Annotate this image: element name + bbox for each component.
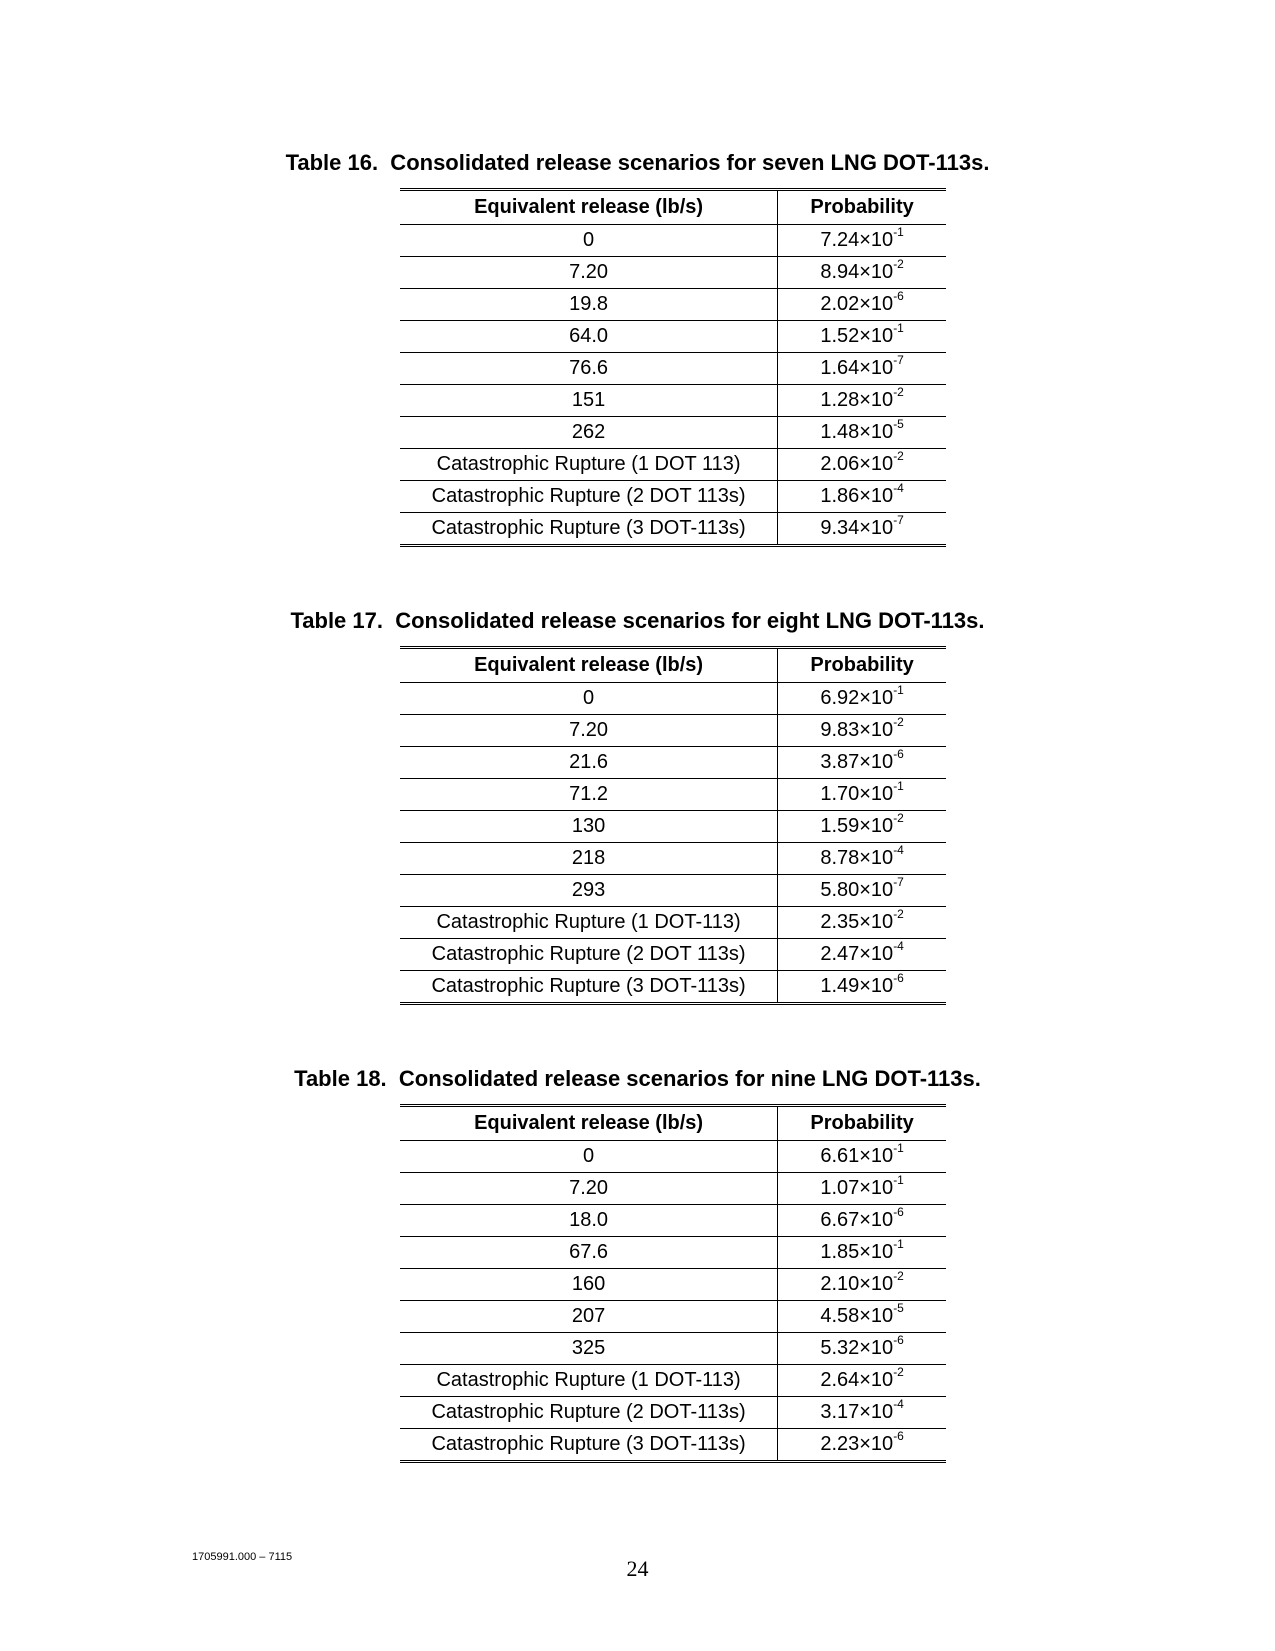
probability-exponent: -6 bbox=[893, 1333, 904, 1348]
probability-exponent: -1 bbox=[893, 683, 904, 698]
probability-mantissa: 3.17×10 bbox=[820, 1401, 894, 1423]
release-cell: 0 bbox=[400, 683, 778, 715]
release-cell: Catastrophic Rupture (3 DOT-113s) bbox=[400, 1429, 778, 1462]
probability-mantissa: 1.85×10 bbox=[820, 1241, 894, 1263]
probability-cell bbox=[778, 939, 946, 971]
probability-exponent: -6 bbox=[893, 289, 904, 304]
release-cell: 130 bbox=[400, 811, 778, 843]
table-row bbox=[400, 779, 946, 811]
release-cell: 207 bbox=[400, 1301, 778, 1333]
probability-exponent: -2 bbox=[893, 1269, 904, 1284]
table-row bbox=[400, 1173, 946, 1205]
release-cell: 64.0 bbox=[400, 321, 778, 353]
probability-cell bbox=[778, 1301, 946, 1333]
table-row bbox=[400, 289, 946, 321]
probability-exponent: -6 bbox=[893, 747, 904, 762]
probability-exponent: -5 bbox=[893, 417, 904, 432]
probability-cell bbox=[778, 1269, 946, 1301]
page-number: 24 bbox=[626, 1556, 649, 1581]
table-row bbox=[400, 1397, 946, 1429]
release-cell: Catastrophic Rupture (1 DOT-113) bbox=[400, 907, 778, 939]
probability-exponent: -1 bbox=[893, 321, 904, 336]
probability-mantissa: 8.94×10 bbox=[820, 261, 894, 283]
release-cell: 7.20 bbox=[400, 1173, 778, 1205]
probability-exponent: -1 bbox=[893, 1141, 904, 1156]
probability-mantissa: 6.67×10 bbox=[820, 1209, 894, 1231]
probability-mantissa: 1.64×10 bbox=[820, 357, 894, 379]
probability-cell bbox=[778, 1237, 946, 1269]
probability-cell bbox=[778, 1397, 946, 1429]
release-cell: 71.2 bbox=[400, 779, 778, 811]
table-row bbox=[400, 1269, 946, 1301]
table-row bbox=[400, 939, 946, 971]
probability-cell bbox=[778, 1205, 946, 1237]
release-cell: 18.0 bbox=[400, 1205, 778, 1237]
release-cell: 7.20 bbox=[400, 257, 778, 289]
probability-cell bbox=[778, 289, 946, 321]
probability-cell bbox=[778, 747, 946, 779]
probability-mantissa: 9.83×10 bbox=[820, 719, 894, 741]
probability-cell bbox=[778, 875, 946, 907]
release-cell: Catastrophic Rupture (2 DOT 113s) bbox=[400, 481, 778, 513]
probability-mantissa: 8.78×10 bbox=[820, 847, 894, 869]
release-cell: 76.6 bbox=[400, 353, 778, 385]
table-row bbox=[400, 907, 946, 939]
probability-cell bbox=[778, 1173, 946, 1205]
probability-exponent: -1 bbox=[893, 1173, 904, 1188]
header-equivalent-release: Equivalent release (lb/s) bbox=[400, 648, 778, 683]
release-cell: Catastrophic Rupture (1 DOT 113) bbox=[400, 449, 778, 481]
table-row bbox=[400, 875, 946, 907]
probability-cell bbox=[778, 1365, 946, 1397]
probability-exponent: -1 bbox=[893, 225, 904, 240]
header-probability: Probability bbox=[778, 190, 946, 225]
probability-mantissa: 2.02×10 bbox=[820, 293, 894, 315]
probability-exponent: -1 bbox=[893, 1237, 904, 1252]
table-row bbox=[400, 1237, 946, 1269]
release-cell: 325 bbox=[400, 1333, 778, 1365]
table-row bbox=[400, 843, 946, 875]
header-probability: Probability bbox=[778, 1106, 946, 1141]
table-row bbox=[400, 513, 946, 546]
table-row bbox=[400, 481, 946, 513]
table-header-row bbox=[400, 648, 946, 683]
release-cell: 7.20 bbox=[400, 715, 778, 747]
table-row bbox=[400, 321, 946, 353]
release-cell: Catastrophic Rupture (1 DOT-113) bbox=[400, 1365, 778, 1397]
probability-cell bbox=[778, 971, 946, 1004]
table-16-caption: Table 16. Consolidated release scenarios for seven LNG DOT-113s. bbox=[285, 150, 990, 175]
probability-cell bbox=[778, 811, 946, 843]
probability-mantissa: 3.87×10 bbox=[820, 751, 894, 773]
header-probability: Probability bbox=[778, 648, 946, 683]
probability-exponent: -4 bbox=[893, 481, 904, 496]
table-row bbox=[400, 971, 946, 1004]
table-row bbox=[400, 385, 946, 417]
release-cell: Catastrophic Rupture (3 DOT-113s) bbox=[400, 513, 778, 546]
table-row bbox=[400, 715, 946, 747]
probability-mantissa: 6.92×10 bbox=[820, 687, 894, 709]
release-cell: 151 bbox=[400, 385, 778, 417]
probability-cell bbox=[778, 225, 946, 257]
release-cell: 21.6 bbox=[400, 747, 778, 779]
release-cell: 262 bbox=[400, 417, 778, 449]
probability-mantissa: 1.70×10 bbox=[820, 783, 894, 805]
probability-exponent: -2 bbox=[893, 811, 904, 826]
probability-exponent: -2 bbox=[893, 449, 904, 464]
probability-mantissa: 1.07×10 bbox=[820, 1177, 894, 1199]
release-cell: 218 bbox=[400, 843, 778, 875]
probability-cell bbox=[778, 513, 946, 546]
probability-mantissa: 6.61×10 bbox=[820, 1145, 894, 1167]
probability-exponent: -2 bbox=[893, 715, 904, 730]
table-row bbox=[400, 257, 946, 289]
probability-exponent: -4 bbox=[893, 1397, 904, 1412]
probability-cell bbox=[778, 449, 946, 481]
probability-cell bbox=[778, 1141, 946, 1173]
table-row bbox=[400, 1141, 946, 1173]
probability-cell bbox=[778, 1333, 946, 1365]
table-18 bbox=[400, 1104, 946, 1463]
table-row bbox=[400, 1429, 946, 1462]
probability-exponent: -4 bbox=[893, 939, 904, 954]
table-row bbox=[400, 1333, 946, 1365]
probability-mantissa: 7.24×10 bbox=[820, 229, 894, 251]
probability-exponent: -7 bbox=[893, 353, 904, 368]
release-cell: Catastrophic Rupture (2 DOT 113s) bbox=[400, 939, 778, 971]
probability-mantissa: 1.52×10 bbox=[820, 325, 894, 347]
table-row bbox=[400, 811, 946, 843]
release-cell: 19.8 bbox=[400, 289, 778, 321]
table-18-caption: Table 18. Consolidated release scenarios for nine LNG DOT-113s. bbox=[294, 1066, 981, 1091]
probability-cell bbox=[778, 321, 946, 353]
probability-exponent: -4 bbox=[893, 843, 904, 858]
probability-exponent: -7 bbox=[893, 513, 904, 528]
table-row bbox=[400, 683, 946, 715]
document-id: 1705991.000 – 7115 bbox=[192, 1551, 293, 1563]
probability-mantissa: 1.49×10 bbox=[820, 975, 894, 997]
release-cell: Catastrophic Rupture (2 DOT-113s) bbox=[400, 1397, 778, 1429]
table-row bbox=[400, 1205, 946, 1237]
release-cell: Catastrophic Rupture (3 DOT-113s) bbox=[400, 971, 778, 1004]
header-equivalent-release: Equivalent release (lb/s) bbox=[400, 190, 778, 225]
probability-exponent: -6 bbox=[893, 1205, 904, 1220]
probability-cell bbox=[778, 481, 946, 513]
release-cell: 67.6 bbox=[400, 1237, 778, 1269]
probability-mantissa: 5.80×10 bbox=[820, 879, 894, 901]
table-row bbox=[400, 225, 946, 257]
probability-exponent: -1 bbox=[893, 779, 904, 794]
probability-cell bbox=[778, 257, 946, 289]
table-header-row bbox=[400, 190, 946, 225]
probability-cell bbox=[778, 385, 946, 417]
probability-cell bbox=[778, 1429, 946, 1462]
release-cell: 293 bbox=[400, 875, 778, 907]
probability-mantissa: 2.10×10 bbox=[820, 1273, 894, 1295]
probability-mantissa: 1.86×10 bbox=[820, 485, 894, 507]
probability-exponent: -6 bbox=[893, 971, 904, 986]
probability-cell bbox=[778, 683, 946, 715]
probability-mantissa: 1.48×10 bbox=[820, 421, 894, 443]
release-cell: 160 bbox=[400, 1269, 778, 1301]
table-row bbox=[400, 417, 946, 449]
probability-mantissa: 2.64×10 bbox=[820, 1369, 894, 1391]
probability-mantissa: 2.06×10 bbox=[820, 453, 894, 475]
probability-mantissa: 9.34×10 bbox=[820, 517, 894, 539]
probability-mantissa: 2.47×10 bbox=[820, 943, 894, 965]
probability-mantissa: 2.35×10 bbox=[820, 911, 894, 933]
table-16 bbox=[400, 188, 946, 547]
table-17 bbox=[400, 646, 946, 1005]
probability-exponent: -7 bbox=[893, 875, 904, 890]
release-cell: 0 bbox=[400, 225, 778, 257]
probability-mantissa: 2.23×10 bbox=[820, 1433, 894, 1455]
probability-exponent: -2 bbox=[893, 907, 904, 922]
table-17-caption: Table 17. Consolidated release scenarios for eight LNG DOT-113s. bbox=[290, 608, 985, 633]
table-row bbox=[400, 353, 946, 385]
table-row bbox=[400, 747, 946, 779]
probability-mantissa: 5.32×10 bbox=[820, 1337, 894, 1359]
probability-exponent: -2 bbox=[893, 385, 904, 400]
table-row bbox=[400, 449, 946, 481]
probability-mantissa: 1.59×10 bbox=[820, 815, 894, 837]
probability-mantissa: 1.28×10 bbox=[820, 389, 894, 411]
probability-cell bbox=[778, 353, 946, 385]
probability-cell bbox=[778, 843, 946, 875]
probability-cell bbox=[778, 907, 946, 939]
table-row bbox=[400, 1365, 946, 1397]
probability-exponent: -2 bbox=[893, 1365, 904, 1380]
probability-exponent: -2 bbox=[893, 257, 904, 272]
probability-cell bbox=[778, 779, 946, 811]
table-header-row bbox=[400, 1106, 946, 1141]
probability-cell bbox=[778, 417, 946, 449]
probability-exponent: -6 bbox=[893, 1429, 904, 1444]
probability-mantissa: 4.58×10 bbox=[820, 1305, 894, 1327]
table-row bbox=[400, 1301, 946, 1333]
probability-cell bbox=[778, 715, 946, 747]
release-cell: 0 bbox=[400, 1141, 778, 1173]
probability-exponent: -5 bbox=[893, 1301, 904, 1316]
header-equivalent-release: Equivalent release (lb/s) bbox=[400, 1106, 778, 1141]
